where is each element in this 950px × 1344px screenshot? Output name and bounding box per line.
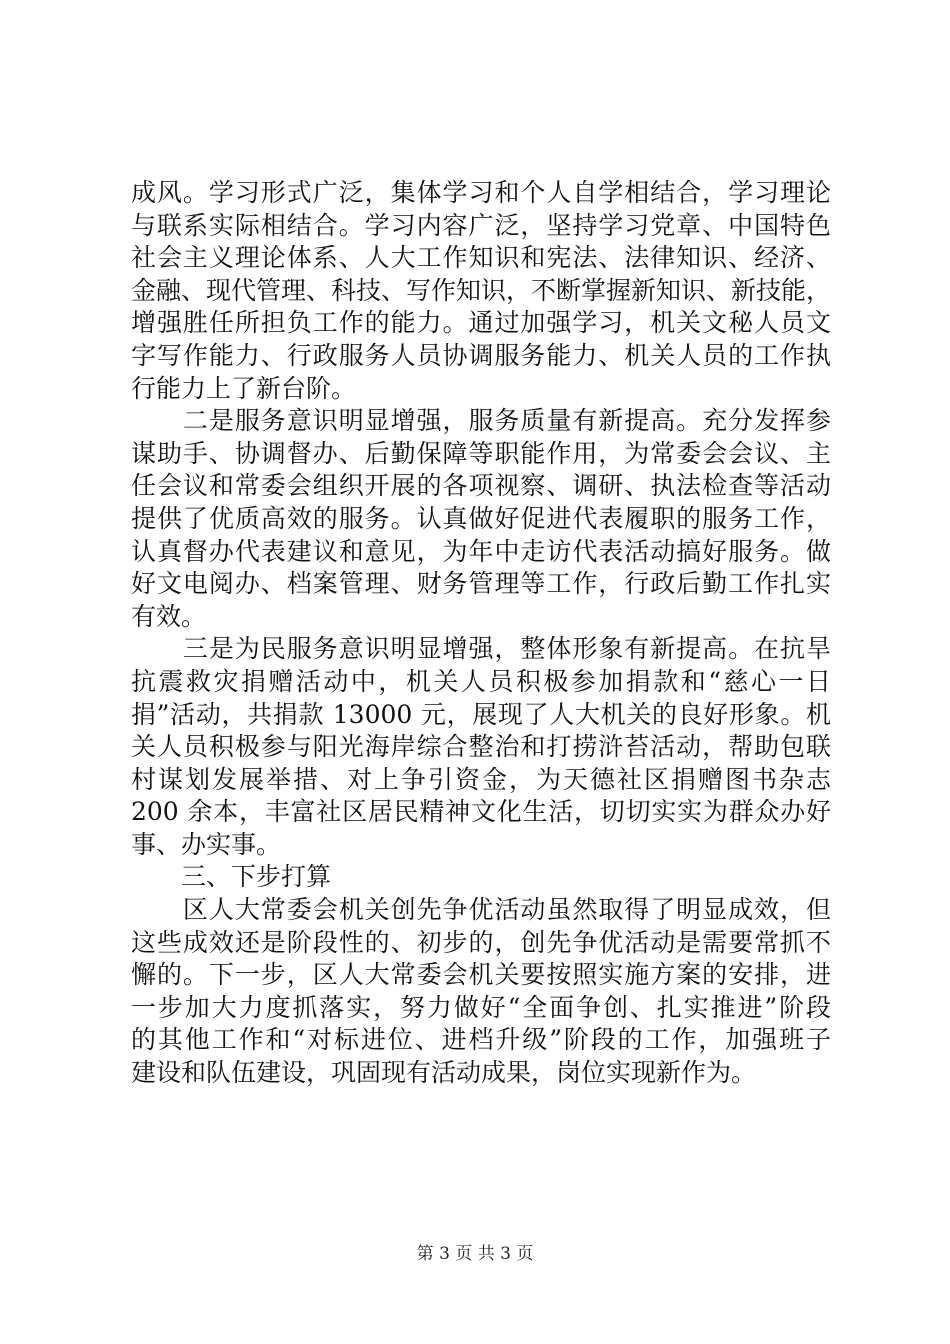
text-line: 一步加大力度抓落实，努力做好“全面争创、扎实推进”阶段 <box>131 992 831 1022</box>
text-line: 有效。 <box>131 601 207 631</box>
text-line: 事、办实事。 <box>131 829 282 859</box>
section-heading: 三、下步打算 <box>131 862 332 892</box>
text-line: 三是为民服务意识明显增强，整体形象有新提高。在抗旱 <box>131 634 831 664</box>
text-line: 好文电阅办、档案管理、财务管理等工作，行政后勤工作扎实 <box>131 569 831 599</box>
text-line: 社会主义理论体系、人大工作知识和宪法、法律知识、经济、 <box>131 243 831 273</box>
text-line: 关人员积极参与阳光海岸综合整治和打捞浒苔活动，帮助包联 <box>131 732 831 762</box>
text-line: 抗震救灾捐赠活动中，机关人员积极参加捐款和“慈心一日 <box>131 666 831 696</box>
text-line: 认真督办代表建议和意见，为年中走访代表活动搞好服务。做 <box>131 536 831 566</box>
text-line: 区人大常委会机关创先争优活动虽然取得了明显成效，但 <box>131 895 831 925</box>
text-line: 字写作能力、行政服务人员协调服务能力、机关人员的工作执 <box>131 340 831 370</box>
text-line: 金融、现代管理、科技、写作知识，不断掌握新知识、新技能， <box>131 275 831 305</box>
text-line: 捐”活动，共捐款 13000 元，展现了人大机关的良好形象。机 <box>131 699 831 729</box>
text-line: 的其他工作和“对标进位、进档升级”阶段的工作，加强班子 <box>131 1025 831 1055</box>
text-line: 懈的。下一步，区人大常委会机关要按照实施方案的安排，进 <box>131 960 831 990</box>
text-line: 建设和队伍建设，巩固现有活动成果，岗位实现新作为。 <box>131 1058 757 1088</box>
text-line: 任会议和常委会组织开展的各项视察、调研、执法检查等活动 <box>131 471 831 501</box>
text-line: 谋助手、协调督办、后勤保障等职能作用，为常委会会议、主 <box>131 438 831 468</box>
text-line: 村谋划发展举措、对上争引资金，为天德社区捐赠图书杂志 <box>131 764 831 794</box>
page-number-footer: 第 3 页 共 3 页 <box>416 1244 534 1264</box>
body-text <box>131 177 831 1090</box>
text-line: 行能力上了新台阶。 <box>131 373 357 403</box>
text-line: 这些成效还是阶段性的、初步的，创先争优活动是需要常抓不 <box>131 927 831 957</box>
text-line: 与联系实际相结合。学习内容广泛，坚持学习党章、中国特色 <box>131 210 831 240</box>
text-line: 增强胜任所担负工作的能力。通过加强学习，机关文秘人员文 <box>131 308 831 338</box>
text-line: 200 余本，丰富社区居民精神文化生活，切切实实为群众办好 <box>131 797 831 827</box>
text-line: 提供了优质高效的服务。认真做好促进代表履职的服务工作， <box>131 503 831 533</box>
text-line: 成风。学习形式广泛，集体学习和个人自学相结合，学习理论 <box>131 178 831 207</box>
text-line: 二是服务意识明显增强，服务质量有新提高。充分发挥参 <box>131 406 831 436</box>
